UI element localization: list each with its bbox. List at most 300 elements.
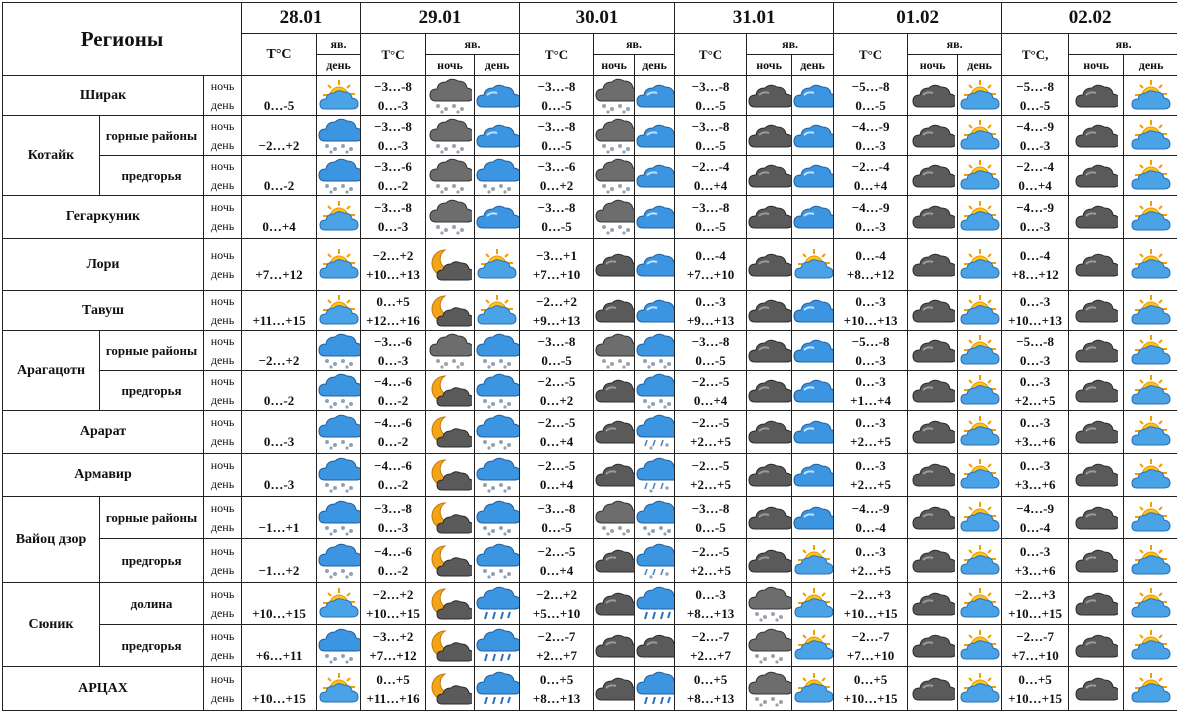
cloud-blue-icon [792, 411, 834, 454]
day-temp: 0…-2 [377, 177, 409, 193]
night-temp: −2…+3 [850, 586, 891, 602]
temperature-cell [242, 331, 317, 371]
table-row [3, 497, 1177, 539]
night-temp: −4…-6 [374, 543, 412, 559]
snow-blue-icon [635, 331, 675, 371]
night-temp: −3…-8 [691, 200, 730, 215]
temperature-cell [834, 196, 908, 239]
temperature-cell [675, 239, 747, 291]
subregion-name: долина [100, 583, 204, 625]
temperature-header: T°C [361, 34, 426, 76]
subregion-name: предгорья [100, 371, 204, 411]
night-temp: −4…-9 [851, 118, 890, 134]
subregion-name: горные районы [100, 497, 204, 539]
sun-cloud-icon [1124, 583, 1177, 625]
snow-cloud-icon [594, 331, 635, 371]
dark-cloud-icon [1069, 411, 1124, 454]
sun-cloud-icon [958, 454, 1002, 497]
day-temp: 0…-5 [855, 97, 886, 113]
time-of-day-labels [204, 196, 242, 239]
temperature-cell [834, 411, 908, 454]
dark-cloud-icon [747, 156, 792, 196]
sun-cloud-icon [958, 196, 1002, 239]
temperature-cell [242, 116, 317, 156]
time-of-day-labels [204, 454, 242, 497]
time-of-day-labels [204, 291, 242, 331]
phenomenon-header: яв. [317, 34, 361, 55]
temperature-cell [520, 539, 594, 583]
night-label: ночь [210, 415, 235, 429]
temperature-cell [675, 116, 747, 156]
snow-cloud-icon [594, 116, 635, 156]
night-label: ночь [210, 373, 235, 388]
dark-cloud-icon [747, 539, 792, 583]
sun-cloud-icon [1124, 331, 1177, 371]
temperature-cell [675, 331, 747, 371]
night-temp: −2…-5 [537, 543, 576, 559]
temperature-cell [242, 371, 317, 411]
night-temp: −3…-8 [691, 118, 730, 134]
region-name: Арагацотн [3, 331, 100, 411]
night-temp: 0…-3 [1019, 415, 1051, 430]
dark-cloud-icon [1069, 583, 1124, 625]
sun-cloud-icon [792, 539, 834, 583]
dark-cloud-icon [594, 667, 635, 711]
day-temp: +2…+5 [1014, 392, 1056, 408]
day-temp: 0…-4 [1019, 519, 1051, 535]
snow-blue-icon [317, 156, 361, 196]
temperature-cell [361, 667, 426, 711]
rain-snow-icon [635, 411, 675, 454]
temperature-cell [1002, 411, 1069, 454]
temperature-cell [520, 76, 594, 116]
cloud-blue-icon [635, 291, 675, 331]
dark-cloud-icon [1069, 76, 1124, 116]
night-temp: −2…-4 [1016, 158, 1054, 174]
day-temp: +10…+15 [1008, 605, 1062, 621]
dark-cloud-icon [908, 371, 958, 411]
day-temp: 0…-5 [695, 137, 726, 153]
night-temp: −2…-4 [851, 158, 890, 174]
cloud-blue-icon [475, 116, 520, 156]
day-temp: +2…+5 [850, 477, 891, 492]
day-temp: +2…+5 [850, 434, 891, 449]
night-temp: −4…-9 [851, 200, 890, 215]
temperature-cell [361, 539, 426, 583]
night-temp: −3…-6 [374, 333, 412, 349]
night-temp: 0…-3 [855, 373, 886, 389]
temperature-cell [675, 625, 747, 667]
night-temp: 0…-3 [695, 293, 726, 309]
phenomenon-header: яв. [594, 34, 675, 55]
sun-cloud-icon [792, 625, 834, 667]
day-temp: +11…+16 [366, 690, 420, 706]
temperature-cell [361, 497, 426, 539]
day-label: день [210, 690, 235, 705]
night-temp [242, 246, 316, 265]
sun-cloud-icon [1124, 291, 1177, 331]
dark-cloud-icon [747, 76, 792, 116]
snow-blue-icon [475, 371, 520, 411]
dark-cloud-icon [908, 454, 958, 497]
cloud-blue-icon [792, 371, 834, 411]
night-temp: 0…+5 [539, 671, 574, 687]
night-temp: −2…-5 [537, 373, 576, 389]
table-row [3, 76, 1177, 116]
night-temp [242, 585, 316, 604]
dark-cloud-icon [594, 291, 635, 331]
day-temp: 0…-2 [377, 562, 409, 578]
day-label: день [210, 477, 235, 491]
night-label: ночь [210, 458, 235, 472]
night-temp: −5…-8 [1016, 78, 1054, 94]
day-temp: +10…+15 [252, 605, 306, 621]
temperature-cell [520, 116, 594, 156]
day-temp: 0…-2 [377, 434, 409, 449]
night-temp: −3…-8 [374, 200, 412, 215]
day-temp: +10…+15 [252, 690, 306, 706]
snow-cloud-icon [594, 76, 635, 116]
temperature-cell [1002, 667, 1069, 711]
table-row [3, 291, 1177, 331]
rain-snow-icon [635, 539, 675, 583]
night-temp: −2…+2 [536, 586, 577, 602]
cloud-blue-icon [792, 116, 834, 156]
night-temp: −2…-7 [1016, 628, 1054, 644]
dark-cloud-icon [908, 76, 958, 116]
sun-cloud-icon [1124, 156, 1177, 196]
dark-cloud-icon [594, 371, 635, 411]
moon-cloud-icon [426, 583, 475, 625]
temperature-cell [361, 583, 426, 625]
snow-blue-icon [475, 156, 520, 196]
dark-cloud-icon [747, 331, 792, 371]
dark-cloud-icon [1069, 156, 1124, 196]
temperature-cell [520, 411, 594, 454]
dark-cloud-icon [1069, 239, 1124, 291]
night-label: ночь [210, 200, 235, 214]
dark-cloud-icon [908, 411, 958, 454]
temperature-cell [1002, 239, 1069, 291]
time-of-day-labels [204, 156, 242, 196]
night-temp [242, 413, 316, 432]
time-of-day-header: ночь [1069, 55, 1124, 76]
night-temp: −4…-6 [374, 373, 412, 389]
night-label: ночь [210, 586, 235, 601]
night-label: ночь [210, 628, 235, 643]
sun-cloud-icon [317, 76, 361, 116]
night-temp: 0…-3 [855, 543, 886, 559]
temperature-cell [361, 239, 426, 291]
cloud-blue-icon [792, 331, 834, 371]
temperature-cell [675, 76, 747, 116]
day-temp: +2…+5 [690, 477, 731, 492]
temperature-cell [1002, 196, 1069, 239]
dark-cloud-icon [594, 583, 635, 625]
dark-cloud-icon [747, 454, 792, 497]
table-row [3, 454, 1177, 497]
day-temp: 0…+4 [539, 562, 574, 578]
moon-cloud-icon [426, 454, 475, 497]
dark-cloud-icon [1069, 116, 1124, 156]
time-of-day-labels [204, 411, 242, 454]
day-temp: 0…-2 [263, 392, 295, 408]
sun-cloud-icon [1124, 539, 1177, 583]
snow-cloud-icon [594, 156, 635, 196]
dark-cloud-icon [908, 625, 958, 667]
night-label: ночь [210, 671, 235, 686]
snow-blue-icon [475, 539, 520, 583]
sun-cloud-icon [958, 371, 1002, 411]
day-temp: 0…-3 [377, 352, 409, 368]
region-name: Гегаркуник [3, 196, 204, 239]
subregion-name: горные районы [100, 116, 204, 156]
temperature-cell [361, 454, 426, 497]
night-temp: −2…-5 [691, 373, 730, 389]
subregion-name: предгорья [100, 625, 204, 667]
temperature-cell [520, 239, 594, 291]
moon-cloud-icon [426, 411, 475, 454]
day-temp: −1…+2 [258, 562, 300, 578]
temperature-cell [520, 291, 594, 331]
snow-blue-icon [317, 625, 361, 667]
temperature-cell [675, 667, 747, 711]
snow-blue-icon [475, 497, 520, 539]
day-label: день [210, 392, 235, 407]
temperature-cell [361, 331, 426, 371]
sun-cloud-icon [317, 667, 361, 711]
temperature-cell [520, 331, 594, 371]
night-label: ночь [210, 293, 235, 308]
temperature-cell [361, 156, 426, 196]
night-temp: −2…-5 [537, 415, 576, 430]
phenomenon-header: яв. [747, 34, 834, 55]
temperature-cell [1002, 371, 1069, 411]
night-temp: −3…-8 [691, 500, 730, 516]
night-temp: −3…-8 [691, 333, 730, 349]
day-temp: +12…+16 [366, 312, 420, 328]
day-temp: 0…-3 [377, 219, 409, 234]
temperature-cell [675, 454, 747, 497]
sun-cloud-icon [1124, 239, 1177, 291]
dark-cloud-icon [908, 239, 958, 291]
snow-blue-icon [317, 411, 361, 454]
night-temp: −3…+1 [536, 247, 577, 263]
day-temp: 0…-3 [1019, 219, 1051, 234]
dark-cloud-icon [908, 291, 958, 331]
night-temp: 0…-3 [855, 458, 886, 473]
dark-cloud-icon [635, 625, 675, 667]
temperature-cell [834, 76, 908, 116]
night-temp: −3…+2 [372, 628, 414, 644]
date-header: 28.01 [242, 3, 361, 34]
moon-cloud-icon [426, 371, 475, 411]
time-of-day-labels [204, 239, 242, 291]
night-label: ночь [210, 158, 235, 173]
night-temp: 0…-4 [855, 247, 886, 263]
snow-cloud-icon [747, 625, 792, 667]
day-temp: 0…+4 [853, 177, 888, 193]
sun-cloud-icon [475, 239, 520, 291]
night-temp: −3…-8 [537, 200, 576, 215]
temperature-cell [1002, 625, 1069, 667]
day-temp: +2…+5 [690, 562, 731, 578]
time-of-day-labels [204, 583, 242, 625]
dark-cloud-icon [747, 371, 792, 411]
day-temp: 0…-5 [263, 97, 295, 113]
day-temp: 0…-5 [695, 219, 726, 234]
temperature-cell [361, 76, 426, 116]
temperature-cell [242, 196, 317, 239]
temperature-cell [834, 331, 908, 371]
day-label: день [210, 266, 235, 281]
temperature-cell [520, 497, 594, 539]
temperature-cell [520, 583, 594, 625]
night-temp [242, 542, 316, 561]
snow-blue-icon [317, 539, 361, 583]
day-label: день [210, 177, 235, 192]
dark-cloud-icon [1069, 667, 1124, 711]
night-temp: −3…-8 [537, 118, 576, 134]
day-temp: 0…+2 [539, 392, 574, 408]
day-temp: +2…+5 [690, 434, 731, 449]
region-name: Армавир [3, 454, 204, 497]
table-row [3, 371, 1177, 411]
night-temp: 0…-3 [1019, 543, 1051, 559]
table-row [3, 239, 1177, 291]
temperature-cell [361, 116, 426, 156]
sun-cloud-icon [1124, 411, 1177, 454]
time-of-day-header: день [792, 55, 834, 76]
table-row [3, 196, 1177, 239]
day-temp: 0…-3 [377, 97, 409, 113]
day-label: день [210, 519, 235, 534]
region-name: Лори [3, 239, 204, 291]
temperature-cell [1002, 116, 1069, 156]
sun-cloud-icon [792, 239, 834, 291]
snow-cloud-icon [426, 331, 475, 371]
region-name: Арарат [3, 411, 204, 454]
day-temp: +8…+12 [846, 266, 895, 282]
dark-cloud-icon [1069, 497, 1124, 539]
region-name: Сюник [3, 583, 100, 667]
night-temp: −2…-4 [691, 158, 730, 174]
day-temp: +7…+12 [255, 266, 303, 282]
day-temp: +2…+7 [536, 647, 577, 663]
temperature-cell [1002, 291, 1069, 331]
temperature-cell [242, 667, 317, 711]
dark-cloud-icon [747, 239, 792, 291]
temperature-cell [520, 625, 594, 667]
temperature-header: T°C [242, 34, 317, 76]
dark-cloud-icon [1069, 625, 1124, 667]
temperature-cell [1002, 497, 1069, 539]
region-name: Вайоц дзор [3, 497, 100, 583]
night-temp [242, 372, 316, 391]
day-temp: +6…+11 [255, 647, 303, 663]
temperature-cell [1002, 76, 1069, 116]
day-label: день [210, 605, 235, 620]
region-name: АРЦАХ [3, 667, 204, 711]
dark-cloud-icon [908, 156, 958, 196]
sun-cloud-icon [317, 583, 361, 625]
day-temp: +7…+12 [369, 647, 417, 663]
day-temp: 0…-2 [377, 477, 409, 492]
night-label: ночь [210, 118, 235, 133]
night-temp: −2…+2 [536, 293, 577, 309]
night-temp: 0…-3 [695, 586, 726, 602]
day-temp: +3…+6 [1014, 434, 1056, 449]
night-temp: 0…+5 [376, 293, 410, 309]
night-temp: −4…-9 [851, 500, 890, 516]
temperature-cell [834, 667, 908, 711]
cloud-blue-icon [635, 156, 675, 196]
day-temp: 0…-5 [541, 97, 572, 113]
night-temp: 0…+5 [1018, 671, 1052, 687]
night-temp: −2…-5 [537, 458, 576, 473]
table-row [3, 331, 1177, 371]
day-temp: +8…+13 [532, 690, 581, 706]
night-temp [242, 670, 316, 689]
cloud-blue-icon [635, 239, 675, 291]
dark-cloud-icon [908, 196, 958, 239]
night-temp [242, 198, 316, 217]
temperature-cell [520, 454, 594, 497]
day-temp: 0…-2 [377, 392, 409, 408]
dark-cloud-icon [1069, 331, 1124, 371]
night-temp: −3…-8 [537, 78, 576, 94]
temperature-cell [834, 583, 908, 625]
day-temp: 0…-3 [377, 519, 409, 535]
sun-cloud-icon [958, 539, 1002, 583]
night-temp [242, 627, 316, 646]
day-temp: 0…+4 [539, 477, 574, 492]
time-of-day-labels [204, 76, 242, 116]
sun-cloud-icon [317, 239, 361, 291]
table-row [3, 625, 1177, 667]
dark-cloud-icon [594, 539, 635, 583]
temperature-header: T°C [675, 34, 747, 76]
night-temp: −3…-8 [537, 333, 576, 349]
temperature-cell [361, 291, 426, 331]
date-header: 02.02 [1002, 3, 1177, 34]
phenomenon-header: яв. [1069, 34, 1177, 55]
night-temp: −2…-7 [851, 628, 890, 644]
temperature-cell [361, 371, 426, 411]
snow-blue-icon [475, 411, 520, 454]
day-temp: +8…+12 [1011, 266, 1059, 282]
day-temp: 0…+4 [693, 392, 728, 408]
night-temp: −3…-8 [691, 78, 730, 94]
moon-cloud-icon [426, 625, 475, 667]
night-temp: −2…-7 [537, 628, 576, 644]
night-label: ночь [210, 500, 235, 515]
day-temp: −1…+1 [258, 519, 300, 535]
dark-cloud-icon [747, 291, 792, 331]
temperature-cell [675, 539, 747, 583]
sun-cloud-icon [1124, 454, 1177, 497]
time-of-day-labels [204, 667, 242, 711]
night-temp: −5…-8 [1016, 333, 1054, 349]
dark-cloud-icon [908, 583, 958, 625]
regions-header: Регионы [3, 3, 242, 76]
cloud-blue-icon [792, 454, 834, 497]
night-temp: 0…+5 [853, 671, 888, 687]
snow-cloud-icon [747, 583, 792, 625]
temperature-cell [834, 625, 908, 667]
snow-blue-icon [317, 497, 361, 539]
moon-cloud-icon [426, 667, 475, 711]
